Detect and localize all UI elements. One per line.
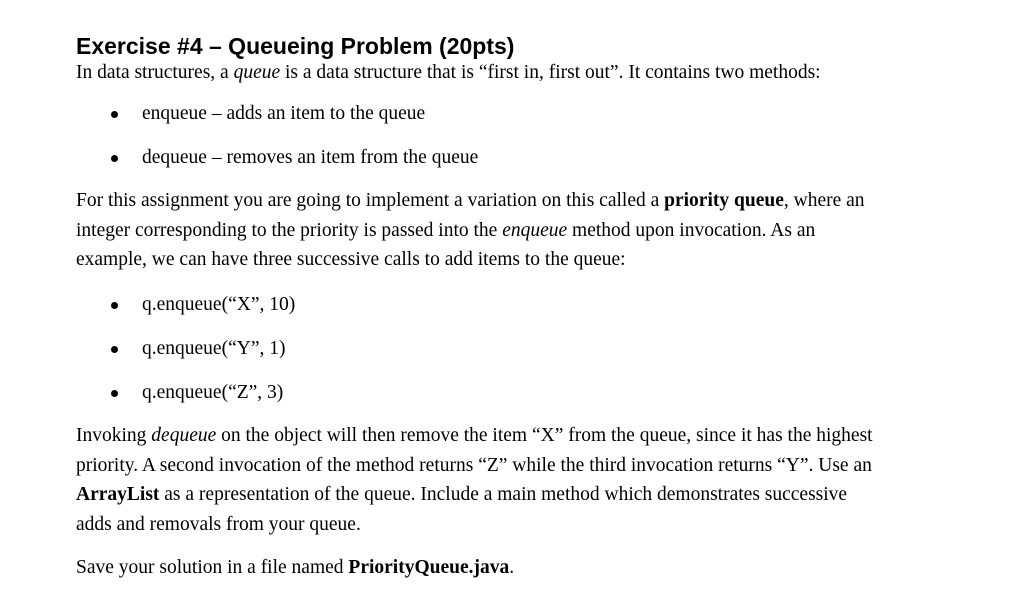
save-text-2: . xyxy=(509,557,515,578)
bullet-icon xyxy=(111,346,118,353)
save-paragraph xyxy=(76,553,996,583)
assignment-bold-priority-queue: priority queue xyxy=(664,190,784,211)
assignment-text-3: integer corresponding to the priority is passed into the xyxy=(76,219,503,241)
intro-paragraph xyxy=(76,58,996,88)
call-text: q.enqueue(“Z”, 3) xyxy=(142,382,284,403)
invoke-paragraph xyxy=(76,421,996,539)
save-bold-filename: PriorityQueue.java xyxy=(348,557,510,578)
invoke-text-3: priority. A second invocation of the method returns “Z” while the third invocation returns “Y”. Use an xyxy=(76,454,872,476)
assignment-emphasis-enqueue: enqueue xyxy=(502,219,568,241)
bullet-icon xyxy=(111,390,118,397)
call-text: q.enqueue(“Y”, 1) xyxy=(142,338,286,359)
method-text: enqueue – adds an item to the queue xyxy=(142,103,426,124)
intro-text-1: In data structures, a xyxy=(76,62,234,83)
assignment-text-2: , where an xyxy=(783,190,865,211)
assignment-text-4: method upon invocation. As an xyxy=(567,219,816,241)
assignment-text-5: example, we can have three successive calls to add items to the queue: xyxy=(76,249,626,270)
invoke-text-5: adds and removals from your queue. xyxy=(76,513,361,535)
assignment-text-1: For this assignment you are going to implement a variation on this called a xyxy=(76,190,665,211)
method-text: dequeue – removes an item from the queue xyxy=(142,147,479,168)
invoke-text-2: on the object will then remove the item “X” from the queue, since it has the highest xyxy=(216,425,873,446)
bullet-icon xyxy=(111,155,118,162)
intro-text-2: is a data structure that is “first in, first out”. It contains two methods: xyxy=(280,62,821,83)
invoke-bold-arraylist: ArrayList xyxy=(76,484,160,505)
exercise-title: Exercise #4 – Queueing Problem (20pts) xyxy=(76,33,515,59)
save-text-1: Save your solution in a file named xyxy=(76,557,349,578)
assignment-paragraph xyxy=(76,186,996,275)
intro-emphasis-queue: queue xyxy=(233,62,281,83)
invoke-text-1: Invoking xyxy=(76,425,152,446)
invoke-text-4: as a representation of the queue. Include a main method which demonstrates successive xyxy=(159,484,848,505)
bullet-icon xyxy=(111,111,118,118)
call-text: q.enqueue(“X”, 10) xyxy=(142,294,296,315)
invoke-emphasis-dequeue: dequeue xyxy=(151,425,217,446)
bullet-icon xyxy=(111,302,118,309)
